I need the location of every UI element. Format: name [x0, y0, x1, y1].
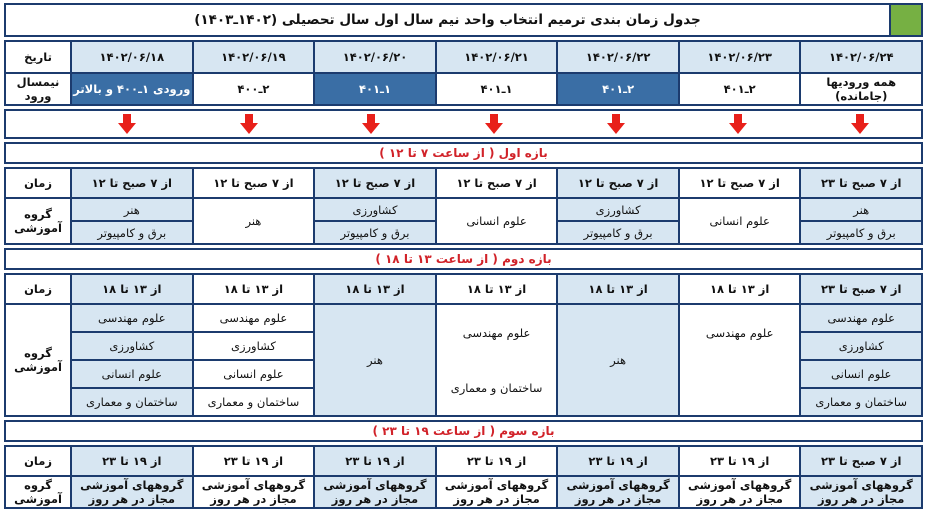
group-item: هنر [367, 353, 383, 367]
time-cell: از ۱۳ تا ۱۸ [557, 274, 679, 304]
group-cell: گروههای آموزشی مجاز در هر روز [436, 476, 558, 508]
section-1-table [4, 167, 923, 245]
group-item: کشاورزی [194, 333, 314, 361]
time-cell: از ۱۳ تا ۱۸ [71, 274, 193, 304]
group-cell: گروههای آموزشی مجاز در هر روز [800, 476, 922, 508]
group-item: علوم انسانی [709, 214, 770, 228]
section-3-table [4, 445, 923, 509]
entry-term-row [5, 73, 922, 105]
time-cell: از ۱۹ تا ۲۳ [71, 446, 193, 476]
row-label-date: تاریخ [5, 41, 71, 73]
section-banner-2-text: بازه دوم ( از ساعت ۱۳ تا ۱۸ ) [375, 252, 552, 266]
down-arrow-icon [605, 114, 627, 134]
group-item: ساختمان و معماری [86, 395, 178, 409]
schedule-page [0, 3, 927, 526]
time-cell: از ۷ صبح تا ۱۲ [679, 168, 801, 198]
group-item: ساختمان و معماری [207, 395, 300, 409]
group-item: علوم انسانی [466, 214, 527, 228]
group-item: برق و کامپیوتر [97, 225, 167, 240]
group-cell: گروههای آموزشی مجاز در هر روز [557, 476, 679, 508]
group-cell [679, 304, 801, 416]
entry-term-cell: همه ورودیها (جامانده) [800, 73, 922, 105]
date-cell: ۱۴۰۲/۰۶/۱۸ [71, 41, 193, 73]
group-item: علوم انسانی [194, 361, 314, 389]
group-item: برق و کامپیوتر [826, 225, 896, 240]
group-item: کشاورزی [72, 333, 192, 361]
entry-term-cell: ۱ـ۴۰۱ [314, 73, 436, 105]
group-item: هنر [245, 214, 262, 228]
down-arrow-icon [727, 114, 749, 134]
group-cell: گروههای آموزشی مجاز در هر روز [71, 476, 193, 508]
group-item: کشاورزی [558, 199, 678, 222]
section-banner-2 [4, 248, 923, 270]
group-cell [314, 198, 436, 244]
row-label-time: زمان [5, 274, 71, 304]
group-cell [314, 304, 436, 416]
row-label-time: زمان [5, 446, 71, 476]
group-item: علوم مهندسی [72, 305, 192, 333]
date-cell: ۱۴۰۲/۰۶/۲۴ [800, 41, 922, 73]
down-arrow-icon [849, 114, 871, 134]
entry-term-cell: ۲ـ۴۰۱ [679, 73, 801, 105]
page-title: جدول زمان بندی ترمیم انتخاب واحد نیم سال اول سال تحصیلی (۱۴۰۲ـ۱۴۰۳) [4, 3, 889, 37]
row-label-entry-term: نیمسال ورود [5, 73, 71, 105]
arrow-slot [555, 114, 677, 134]
time-cell: از ۱۳ تا ۱۸ [679, 274, 801, 304]
group-cell [800, 304, 922, 416]
arrow-slot [188, 114, 310, 134]
date-cell: ۱۴۰۲/۰۶/۲۳ [679, 41, 801, 73]
arrow-slot [310, 114, 432, 134]
time-cell: از ۱۹ تا ۲۳ [436, 446, 558, 476]
time-cell: از ۷ صبح تا ۱۲ [314, 168, 436, 198]
time-cell: از ۷ صبح تا ۲۳ [800, 274, 922, 304]
group-cell [800, 198, 922, 244]
time-cell: از ۱۳ تا ۱۸ [193, 274, 315, 304]
group-item: هنر [801, 199, 921, 222]
time-cell: از ۷ صبح تا ۲۳ [800, 446, 922, 476]
section-banner-3-text: بازه سوم ( از ساعت ۱۹ تا ۲۳ ) [372, 424, 555, 438]
group-item: کشاورزی [315, 199, 435, 222]
group-item: برق و کامپیوتر [340, 225, 410, 240]
title-bar [4, 3, 923, 37]
group-item: هنر [610, 353, 627, 367]
row-label-group: گروه آموزشی [5, 304, 71, 416]
date-cell: ۱۴۰۲/۰۶/۲۱ [436, 41, 558, 73]
accent-block [889, 3, 923, 37]
time-row [5, 274, 922, 304]
group-cell: گروههای آموزشی مجاز در هر روز [679, 476, 801, 508]
group-item: علوم انسانی [801, 361, 921, 389]
section-banner-1 [4, 142, 923, 164]
group-item: ساختمان و معماری [450, 380, 543, 395]
time-cell: از ۷ صبح تا ۲۳ [800, 168, 922, 198]
header-table [4, 40, 923, 106]
group-cell [557, 198, 679, 244]
group-row [5, 198, 922, 244]
group-cell [71, 304, 193, 416]
row-label-time: زمان [5, 168, 71, 198]
group-item: هنر [72, 199, 192, 222]
date-row [5, 41, 922, 73]
group-cell [193, 198, 315, 244]
group-item: علوم مهندسی [462, 325, 531, 340]
group-cell [557, 304, 679, 416]
time-cell: از ۷ صبح تا ۱۲ [557, 168, 679, 198]
group-cell: گروههای آموزشی مجاز در هر روز [193, 476, 315, 508]
section-banner-3 [4, 420, 923, 442]
down-arrow-icon [238, 114, 260, 134]
group-item: علوم انسانی [72, 361, 192, 389]
group-item: علوم مهندسی [705, 325, 774, 340]
time-cell: از ۱۹ تا ۲۳ [193, 446, 315, 476]
time-row [5, 446, 922, 476]
group-row [5, 304, 922, 416]
group-cell [436, 304, 558, 416]
group-item: کشاورزی [801, 333, 921, 361]
time-cell: از ۱۹ تا ۲۳ [557, 446, 679, 476]
arrow-row [4, 109, 923, 139]
group-item [680, 360, 800, 415]
group-item: برق و کامپیوتر [583, 225, 653, 240]
time-row [5, 168, 922, 198]
entry-term-cell: ورودی ۱ـ۴۰۰ و بالاتر [71, 73, 193, 105]
down-arrow-icon [116, 114, 138, 134]
down-arrow-icon [360, 114, 382, 134]
entry-term-cell: ۲ـ۴۰۰ [193, 73, 315, 105]
time-cell: از ۱۳ تا ۱۸ [314, 274, 436, 304]
group-row [5, 476, 922, 508]
time-cell: از ۷ صبح تا ۱۲ [193, 168, 315, 198]
group-cell [193, 304, 315, 416]
arrow-slot [799, 114, 921, 134]
section-2-table [4, 273, 923, 417]
group-item: علوم مهندسی [801, 305, 921, 333]
arrow-slot [66, 114, 188, 134]
group-cell [71, 198, 193, 244]
row-label-group: گروه آموزشی [5, 476, 71, 508]
date-cell: ۱۴۰۲/۰۶/۲۲ [557, 41, 679, 73]
entry-term-cell: ۲ـ۴۰۱ [557, 73, 679, 105]
group-cell: گروههای آموزشی مجاز در هر روز [314, 476, 436, 508]
row-label-group: گروه آموزشی [5, 198, 71, 244]
group-cell [679, 198, 801, 244]
time-cell: از ۷ صبح تا ۱۲ [436, 168, 558, 198]
date-cell: ۱۴۰۲/۰۶/۲۰ [314, 41, 436, 73]
group-item: ساختمان و معماری [815, 395, 908, 409]
arrow-slot [432, 114, 554, 134]
group-item: علوم مهندسی [194, 305, 314, 333]
time-cell: از ۱۹ تا ۲۳ [679, 446, 801, 476]
time-cell: از ۱۹ تا ۲۳ [314, 446, 436, 476]
time-cell: از ۷ صبح تا ۱۲ [71, 168, 193, 198]
arrow-slot [677, 114, 799, 134]
down-arrow-icon [483, 114, 505, 134]
entry-term-cell: ۱ـ۴۰۱ [436, 73, 558, 105]
date-cell: ۱۴۰۲/۰۶/۱۹ [193, 41, 315, 73]
section-banner-1-text: بازه اول ( از ساعت ۷ تا ۱۲ ) [379, 146, 548, 160]
time-cell: از ۱۳ تا ۱۸ [436, 274, 558, 304]
group-cell [436, 198, 558, 244]
